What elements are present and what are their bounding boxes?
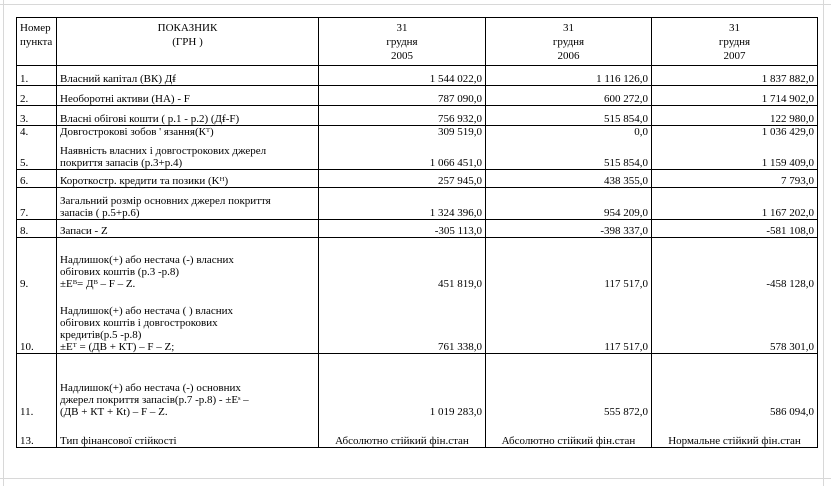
row-number: 1. <box>17 66 57 86</box>
table-row <box>17 418 818 448</box>
row-indicator-line: запасів ( р.5+р.6) <box>60 207 140 219</box>
header-cell-2007 <box>652 18 818 66</box>
row-number: 5. <box>17 144 57 170</box>
financial-stability-table <box>16 17 818 448</box>
row-indicator-line: обігових коштів і довгострокових <box>60 317 218 329</box>
table-row <box>17 66 818 86</box>
row-number: 4. <box>17 126 57 144</box>
value-2006: 117 517,0 <box>486 290 652 354</box>
row-number: 8. <box>17 220 57 238</box>
value-2005: 1 019 283,0 <box>319 354 486 418</box>
value-2006: 1 116 126,0 <box>486 66 652 86</box>
table-row <box>17 106 818 126</box>
row-number: 10. <box>17 290 57 354</box>
row-indicator-line: Надлишок(+) або нестача ( ) власних <box>60 305 233 317</box>
row-indicator <box>57 144 319 170</box>
header-cell-2006 <box>486 18 652 66</box>
value-2007: 586 094,0 <box>652 354 818 418</box>
value-2007: 1 837 882,0 <box>652 66 818 86</box>
value-2006: -398 337,0 <box>486 220 652 238</box>
row-indicator: Довгострокові зобов ' язання(Кᵀ) <box>57 126 319 144</box>
row-number: 9. <box>17 238 57 290</box>
table-row <box>17 354 818 418</box>
table-row <box>17 290 818 354</box>
table-row <box>17 126 818 144</box>
header-cell-2005 <box>319 18 486 66</box>
value-2007: -458 128,0 <box>652 238 818 290</box>
table-header-row <box>17 18 818 66</box>
value-2007: 1 159 409,0 <box>652 144 818 170</box>
header-year: 2007 <box>723 50 746 62</box>
value-2005: 1 324 396,0 <box>319 188 486 220</box>
header-year: 2005 <box>391 50 413 62</box>
row-number: 2. <box>17 86 57 106</box>
header-label: (ГРН ) <box>172 36 203 48</box>
value-2005: 787 090,0 <box>319 86 486 106</box>
row-indicator-line: обігових коштів (р.3 -р.8) <box>60 265 180 278</box>
header-month: грудня <box>718 36 751 48</box>
table-row <box>17 170 818 188</box>
table-row <box>17 188 818 220</box>
value-2007: 1 036 429,0 <box>652 126 818 144</box>
stability-type-2005: Абсолютно стійкий фін.стан <box>319 418 486 448</box>
value-2006: 515 854,0 <box>486 106 652 126</box>
stability-type-2006: Абсолютно стійкий фін.стан <box>486 418 652 448</box>
value-2006: 117 517,0 <box>486 238 652 290</box>
row-number: 13. <box>17 418 57 448</box>
row-indicator <box>57 188 319 220</box>
row-number: 6. <box>17 170 57 188</box>
row-indicator-line: Надлишок(+) або нестача (-) власних <box>60 253 234 266</box>
value-2007: 1 714 902,0 <box>652 86 818 106</box>
gridline <box>0 4 831 5</box>
header-label: пункта <box>20 36 53 48</box>
header-month: грудня <box>386 36 418 48</box>
row-indicator: Запаси - Z <box>57 220 319 238</box>
table-row <box>17 220 818 238</box>
value-2006: 555 872,0 <box>486 354 652 418</box>
row-indicator-line: ±Eᵀ = (ДВ + КТ) – F – Z; <box>60 341 175 353</box>
value-2007: 7 793,0 <box>652 170 818 188</box>
row-indicator-line: кредитів(р.5 -р.8) <box>60 329 142 341</box>
row-indicator: Короткостр. кредити та позики (Kᴴ) <box>57 170 319 188</box>
row-number: 11. <box>17 354 57 418</box>
row-indicator: Власний капітал (ВК) Дᵮ <box>57 66 319 86</box>
row-indicator <box>57 238 319 290</box>
row-indicator-line: Наявність власних і довгострокових джерел <box>60 145 267 157</box>
value-2007: 1 167 202,0 <box>652 188 818 220</box>
value-2005: 1 544 022,0 <box>319 66 486 86</box>
header-cell-indicator <box>57 18 319 66</box>
row-indicator <box>57 354 319 418</box>
header-month: грудня <box>552 36 585 48</box>
gridline <box>823 0 824 486</box>
value-2005: 1 066 451,0 <box>319 144 486 170</box>
header-label: Номер <box>20 22 51 34</box>
value-2005: 756 932,0 <box>319 106 486 126</box>
value-2006: 600 272,0 <box>486 86 652 106</box>
value-2005: -305 113,0 <box>319 220 486 238</box>
gridline <box>3 0 4 486</box>
header-cell-number <box>17 18 57 66</box>
row-indicator-line: Надлишок(+) або нестача (-) основних <box>60 381 241 394</box>
row-indicator-line: джерел покриття запасів(р.7 -р.8) - ±Eˢ – <box>60 393 249 406</box>
table-row <box>17 238 818 290</box>
header-day: 31 <box>396 22 408 34</box>
value-2005: 451 819,0 <box>319 238 486 290</box>
row-indicator-line: покриття запасів (р.3+р.4) <box>60 157 183 169</box>
row-indicator-line: (ДВ + КТ + Кt) – F – Z. <box>60 405 168 418</box>
row-indicator-line: ±Eᴮ= Дᴮ – F – Z. <box>60 277 136 290</box>
value-2005: 257 945,0 <box>319 170 486 188</box>
value-2007: 578 301,0 <box>652 290 818 354</box>
row-indicator: Тип фінансової стійкості <box>57 418 319 448</box>
row-indicator-line: Загальний розмір основних джерел покриття <box>60 195 271 207</box>
value-2005: 309 519,0 <box>319 126 486 144</box>
value-2007: 122 980,0 <box>652 106 818 126</box>
stability-type-2007: Нормальне стійкий фін.стан <box>652 418 818 448</box>
row-number: 7. <box>17 188 57 220</box>
row-indicator: Власні обігові кошти ( р.1 - р.2) (Дᵮ-F) <box>57 106 319 126</box>
table-row <box>17 86 818 106</box>
table-row <box>17 144 818 170</box>
row-indicator: Необоротні активи (НА) - F <box>57 86 319 106</box>
row-indicator <box>57 290 319 354</box>
header-day: 31 <box>729 22 740 34</box>
value-2006: 954 209,0 <box>486 188 652 220</box>
value-2005: 761 338,0 <box>319 290 486 354</box>
value-2006: 515 854,0 <box>486 144 652 170</box>
row-number: 3. <box>17 106 57 126</box>
header-label: ПОКАЗНИК <box>157 22 218 34</box>
value-2006: 438 355,0 <box>486 170 652 188</box>
value-2006: 0,0 <box>486 126 652 144</box>
header-year: 2006 <box>557 50 580 62</box>
value-2007: -581 108,0 <box>652 220 818 238</box>
header-day: 31 <box>563 22 574 34</box>
gridline <box>0 478 831 479</box>
